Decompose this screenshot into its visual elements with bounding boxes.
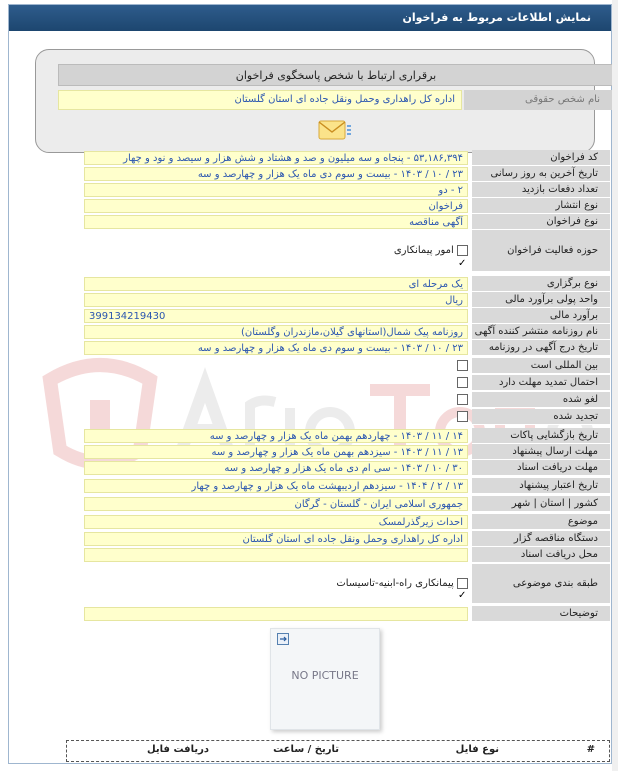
row-cancel: لغو شده (78, 392, 610, 408)
no-picture-label: NO PICTURE (291, 669, 359, 682)
row-holding: نوع برگزاری یک مرحله ای (78, 276, 610, 292)
row-open: تاریخ بازگشایی پاکات ۱۴ / ۱۱ / ۱۴۰۳ - چهاردهم بهمن ماه یک هزار و چهارصد و سه (78, 428, 610, 444)
area-checkbox[interactable] (457, 245, 468, 256)
row-pubtype: نوع انتشار فراخوان (78, 198, 610, 214)
row-receive: مهلت دریافت اسناد ۳۰ / ۱۰ / ۱۴۰۳ - سی ام دی ماه یک هزار و چهارصد و سه (78, 460, 610, 476)
row-docplace: محل دریافت اسناد (78, 547, 610, 563)
receive-value: ۳۰ / ۱۰ / ۱۴۰۳ - سی ام دی ماه یک هزار و چهارصد و سه (84, 461, 468, 475)
row-visits: تعداد دفعات بازدید ۲ - دو (78, 182, 610, 198)
col-num: # (586, 744, 595, 755)
envelope-icon[interactable] (316, 118, 352, 142)
person-label: نام شخص حقوقی (464, 90, 612, 110)
valid-value: ۱۳ / ۲ / ۱۴۰۴ - سیزدهم اردیبهشت ماه یک هزار و چهارصد و چهار (84, 479, 468, 493)
row-org: دستگاه مناقصه گزار اداره کل راهداری وحمل ونقل جاده ای استان گلستان (78, 531, 610, 547)
category-value: پیمانکاری راه-ابنیه-تاسیسات (336, 578, 454, 589)
estimate-value: 399134219430 (84, 309, 468, 323)
deadline-value: ۲۳ / ۱۰ / ۱۴۰۳ - بیست و سوم دی ماه یک هزار و چهارصد و سه (84, 167, 468, 181)
holding-value: یک مرحله ای (84, 277, 468, 291)
scrollbar[interactable] (612, 0, 618, 771)
broken-image-icon (277, 633, 289, 645)
calltype-value: آگهی مناقصه (84, 215, 468, 229)
area-value: امور پیمانکاری (393, 245, 454, 256)
intl-checkbox[interactable] (457, 360, 468, 371)
row-renew: تجدید شده (78, 409, 610, 425)
row-notes: توضیحات (78, 606, 610, 622)
row-location: کشور | استان | شهر جمهوری اسلامی ایران - گلستان - گرگان (78, 496, 610, 512)
cancel-checkbox[interactable] (457, 394, 468, 405)
row-category: طبقه بندی موضوعی ✓ پیمانکاری راه-ابنیه-تاسیسات (78, 564, 610, 604)
renew-checkbox[interactable] (457, 411, 468, 422)
newspaper-value: روزنامه پیک شمال(استانهای گیلان،مازندران وگلستان) (84, 325, 468, 339)
person-value: اداره کل راهداری وحمل ونقل جاده ای استان گلستان (58, 90, 462, 110)
location-value: جمهوری اسلامی ایران - گلستان - گرگان (84, 497, 468, 511)
notes-value (84, 607, 468, 621)
row-code: کد فراخوان ۵۳,۱۸۶,۳۹۴ - پنجاه و سه میلیون و صد و هشتاد و شش هزار و سیصد و نود و چهار (78, 150, 610, 166)
row-calltype: نوع فراخوان آگهی مناقصه (78, 214, 610, 230)
subject-value: احداث زیرگذرلمسک (84, 515, 468, 529)
row-subject: موضوع احداث زیرگذرلمسک (78, 514, 610, 530)
row-newspaper: نام روزنامه منتشر کننده آگهی روزنامه پیک شمال(استانهای گیلان،مازندران وگلستان) (78, 324, 610, 340)
row-extend: احتمال تمدید مهلت دارد (78, 375, 610, 391)
page-title: نمایش اطلاعات مربوط به فراخوان (9, 5, 611, 31)
pubtype-value: فراخوان (84, 199, 468, 213)
visits-value: ۲ - دو (84, 183, 468, 197)
col-date: تاریخ / ساعت (273, 744, 339, 755)
col-type: نوع فایل (455, 744, 499, 755)
row-currency: واحد پولی برآورد مالی ریال (78, 292, 610, 308)
contact-box (35, 49, 600, 153)
code-value: ۵۳,۱۸۶,۳۹۴ - پنجاه و سه میلیون و صد و هشتاد و شش هزار و سیصد و نود و چهار (84, 151, 468, 165)
row-estimate: برآورد مالی 399134219430 (78, 308, 610, 324)
row-submit: مهلت ارسال پیشنهاد ۱۳ / ۱۱ / ۱۴۰۳ - سیزدهم بهمن ماه یک هزار و چهارصد و سه (78, 444, 610, 460)
submit-value: ۱۳ / ۱۱ / ۱۴۰۳ - سیزدهم بهمن ماه یک هزار و چهارصد و سه (84, 445, 468, 459)
row-area: حوزه فعالیت فراخوان ✓ امور پیمانکاری (78, 230, 610, 272)
docplace-value (84, 548, 468, 562)
row-deadline: تاریخ آخرین به روز رسانی ۲۳ / ۱۰ / ۱۴۰۳ - بیست و سوم دی ماه یک هزار و چهارصد و سه (78, 166, 610, 182)
org-value: اداره کل راهداری وحمل ونقل جاده ای استان گلستان (84, 532, 468, 546)
open-value: ۱۴ / ۱۱ / ۱۴۰۳ - چهاردهم بهمن ماه یک هزار و چهارصد و سه (84, 429, 468, 443)
contact-title: برقراری ارتباط با شخص پاسخگوی فراخوان (58, 64, 614, 86)
adate-value: ۲۳ / ۱۰ / ۱۴۰۳ - بیست و سوم دی ماه یک هزار و چهارصد و سه (84, 341, 468, 355)
col-download: دریافت فایل (147, 744, 209, 755)
no-picture-image (270, 628, 380, 730)
currency-value: ریال (84, 293, 468, 307)
row-adate: تاریخ درج آگهی در روزنامه ۲۳ / ۱۰ / ۱۴۰۳ - بیست و سوم دی ماه یک هزار و چهارصد و سه (78, 340, 610, 356)
category-checkbox[interactable] (457, 578, 468, 589)
extend-checkbox[interactable] (457, 377, 468, 388)
row-intl: بین المللی است (78, 358, 610, 374)
files-table-header (66, 740, 610, 762)
row-valid: تاریخ اعتبار پیشنهاد ۱۳ / ۲ / ۱۴۰۴ - سیزدهم اردیبهشت ماه یک هزار و چهارصد و چهار (78, 478, 610, 494)
